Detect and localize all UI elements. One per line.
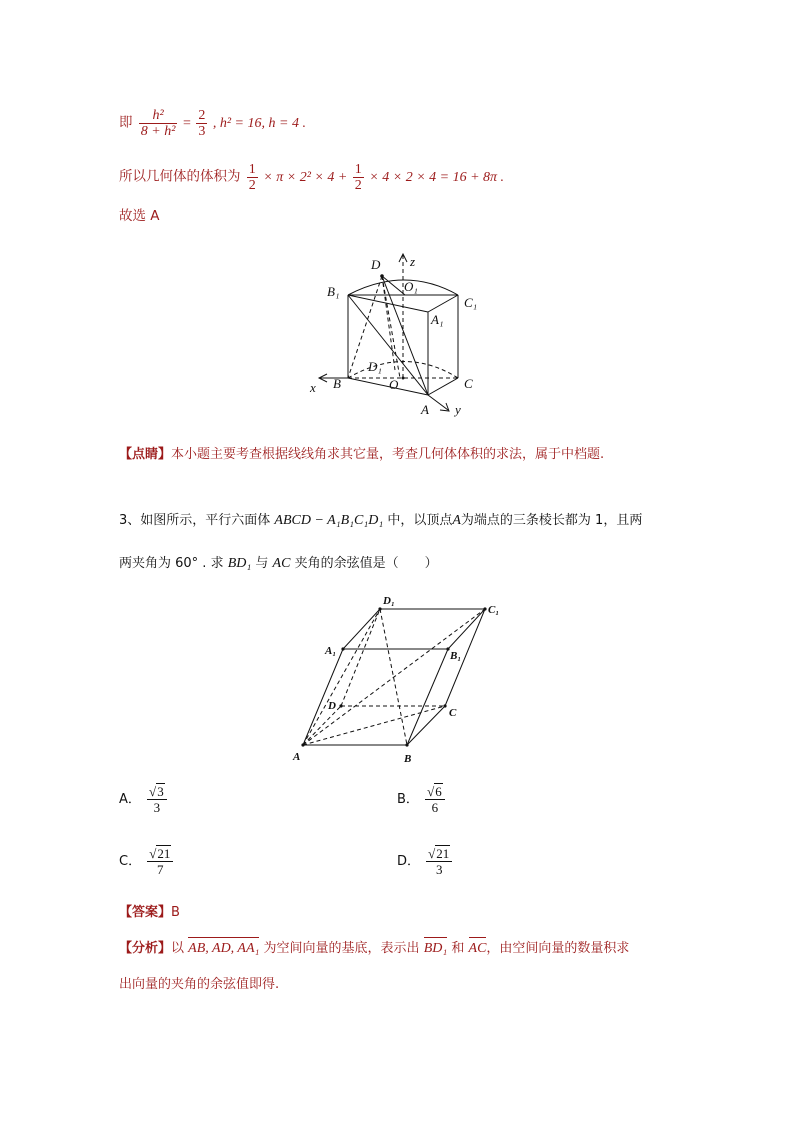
- question3-line1: 3、如图所示，平行六面体 ABCD − A₁B₁C₁D₁ 中，以顶点A为端点的三条棱长都为 1，且两: [119, 513, 643, 528]
- label-O: O: [389, 377, 399, 392]
- line2-expr1: × π × 2² × 4 +: [263, 169, 348, 185]
- label2-B1: B₁: [450, 650, 462, 662]
- analysis-line1: 【分析】以 AB, AD, AA₁ 为空间向量的基底，表示出 BD₁ 和 AC，由空间向量的数量积求: [119, 939, 629, 959]
- label2-C: C: [449, 707, 457, 719]
- option-d[interactable]: D． $\frac{√21}{3}$: [397, 846, 454, 877]
- equation-line-1: 即 $\frac{\text{h²}}{\text{8 + h²}}$ = $\frac{2}{3}$ , h² = 16, h = 4 .: [119, 108, 306, 139]
- option-a[interactable]: A． $\frac{√3}{3}$: [119, 784, 169, 815]
- label2-D: D: [328, 700, 336, 712]
- line-AC1: [303, 609, 485, 745]
- y-axis: [428, 395, 448, 410]
- choose-line: 故选 A: [119, 208, 160, 224]
- basis-vectors: AB, AD, AA₁: [188, 939, 259, 959]
- label-D1: D₁: [368, 359, 382, 374]
- label-A: A: [421, 402, 429, 417]
- label-D: D: [371, 257, 381, 272]
- fraction-half-2: $\frac{1}{2}$: [354, 162, 362, 193]
- label-C1: C₁: [464, 295, 478, 310]
- fraction-h2: $\frac{\text{h²}}{\text{8 + h²}}$: [140, 108, 176, 139]
- edge-AC: [428, 378, 458, 395]
- comment-line: [119, 445, 604, 465]
- question3-line2: 两夹角为 60° . 求 BD₁ 与 AC 夹角的余弦值是（ ）: [119, 556, 438, 571]
- label-z: z: [410, 254, 416, 269]
- comment-body: 本小题主要考查根据线线角求其它量，考查几何体体积的求法，属于中档题.: [171, 447, 605, 462]
- option-b[interactable]: B． $\frac{√6}{6}$: [397, 784, 447, 815]
- figure-parallelepiped: [285, 588, 515, 768]
- option-c[interactable]: C． $\frac{√21}{7}$: [119, 846, 175, 877]
- line-B1A: [348, 295, 428, 395]
- label2-C1: C₁: [488, 604, 500, 616]
- line-AD1: [303, 609, 380, 745]
- label-C: C: [464, 376, 473, 391]
- fraction-two-thirds: $\frac{2}{3}$: [198, 108, 206, 139]
- volume-line: [119, 162, 504, 193]
- line-DD1: [382, 276, 395, 370]
- label-x: x: [310, 380, 316, 395]
- label2-D1: D₁: [383, 595, 395, 607]
- line2-expr2: × 4 × 2 × 4 = 16 + 8π .: [369, 169, 505, 185]
- answer-value: B: [171, 905, 180, 920]
- label2-A: A: [293, 751, 301, 763]
- label-A1: A₁: [431, 312, 444, 327]
- line2-prefix: 所以几何体的体积为: [119, 168, 241, 185]
- q3-solid-name: ABCD − A₁B₁C₁D₁: [274, 513, 384, 528]
- answer-tag: 【答案】: [119, 905, 172, 920]
- label2-B: B: [404, 753, 412, 765]
- edge-A1C1: [428, 295, 458, 312]
- fraction-half-1: $\frac{1}{2}$: [248, 162, 256, 193]
- label-O1: O₁: [404, 279, 418, 294]
- line-AC: [303, 706, 445, 745]
- label-B: B: [333, 376, 341, 391]
- comment-tag: 【点睛】: [119, 447, 172, 462]
- label2-A1: A₁: [325, 645, 337, 657]
- label-y: y: [455, 402, 461, 417]
- answer-line: [119, 903, 180, 923]
- analysis-line2: 出向量的夹角的余弦值即得.: [119, 977, 280, 992]
- line1-rest: , h² = 16, h = 4 .: [212, 115, 306, 131]
- analysis-tag: 【分析】: [119, 941, 172, 956]
- figure-cylinder-prism: [300, 245, 520, 425]
- label-B1: B₁: [327, 284, 340, 299]
- line1-prefix: 即: [119, 114, 133, 131]
